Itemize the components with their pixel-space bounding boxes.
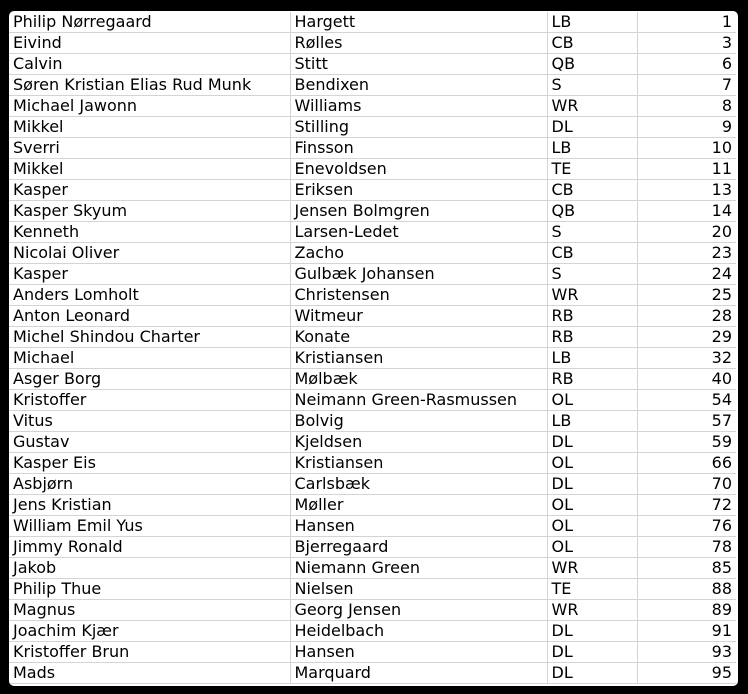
- first-name-cell[interactable]: Michael: [9, 348, 290, 369]
- first-name-cell[interactable]: Anders Lomholt: [9, 285, 290, 306]
- last-name-cell[interactable]: Bendixen: [290, 75, 547, 96]
- jersey-number-cell[interactable]: 24: [637, 264, 736, 285]
- position-cell[interactable]: TE: [547, 159, 637, 180]
- last-name-cell[interactable]: Jensen Bolmgren: [290, 201, 547, 222]
- jersey-number-cell[interactable]: 91: [637, 621, 736, 642]
- position-cell[interactable]: TE: [547, 579, 637, 600]
- jersey-number-cell[interactable]: 88: [637, 579, 736, 600]
- last-name-cell[interactable]: Kristiansen: [290, 453, 547, 474]
- last-name-cell[interactable]: Carlsbæk: [290, 474, 547, 495]
- table-row: [9, 264, 736, 285]
- first-name-cell[interactable]: Anton Leonard: [9, 306, 290, 327]
- table-row: [9, 180, 736, 201]
- table-row: [9, 201, 736, 222]
- first-name-cell[interactable]: Kenneth: [9, 222, 290, 243]
- first-name-cell[interactable]: Michel Shindou Charter: [9, 327, 290, 348]
- table-row: [9, 642, 736, 663]
- last-name-cell[interactable]: Marquard: [290, 663, 547, 684]
- first-name-cell[interactable]: Kristoffer Brun: [9, 642, 290, 663]
- table-row: [9, 390, 736, 411]
- last-name-cell[interactable]: Gulbæk Johansen: [290, 264, 547, 285]
- position-cell[interactable]: WR: [547, 285, 637, 306]
- position-cell[interactable]: QB: [547, 54, 637, 75]
- last-name-cell[interactable]: Georg Jensen: [290, 600, 547, 621]
- roster-sheet: [9, 11, 738, 686]
- table-row: [9, 75, 736, 96]
- first-name-cell[interactable]: Mads: [9, 663, 290, 684]
- jersey-number-cell[interactable]: 76: [637, 516, 736, 537]
- position-cell[interactable]: DL: [547, 642, 637, 663]
- jersey-number-cell[interactable]: 32: [637, 348, 736, 369]
- position-cell[interactable]: OL: [547, 390, 637, 411]
- last-name-cell[interactable]: Bjerregaard: [290, 537, 547, 558]
- position-cell[interactable]: CB: [547, 180, 637, 201]
- table-row: [9, 243, 736, 264]
- roster-table: [9, 12, 736, 684]
- table-row: [9, 54, 736, 75]
- position-cell[interactable]: OL: [547, 453, 637, 474]
- jersey-number-cell[interactable]: 20: [637, 222, 736, 243]
- last-name-cell[interactable]: Eriksen: [290, 180, 547, 201]
- first-name-cell[interactable]: Kristoffer: [9, 390, 290, 411]
- first-name-cell[interactable]: Gustav: [9, 432, 290, 453]
- jersey-number-cell[interactable]: 1: [637, 12, 736, 33]
- position-cell[interactable]: S: [547, 222, 637, 243]
- jersey-number-cell[interactable]: 66: [637, 453, 736, 474]
- first-name-cell[interactable]: Jakob: [9, 558, 290, 579]
- position-cell[interactable]: S: [547, 264, 637, 285]
- last-name-cell[interactable]: Hansen: [290, 516, 547, 537]
- table-row: [9, 453, 736, 474]
- jersey-number-cell[interactable]: 8: [637, 96, 736, 117]
- position-cell[interactable]: LB: [547, 12, 637, 33]
- first-name-cell[interactable]: Philip Thue: [9, 579, 290, 600]
- last-name-cell[interactable]: Mølbæk: [290, 369, 547, 390]
- position-cell[interactable]: CB: [547, 243, 637, 264]
- position-cell[interactable]: OL: [547, 537, 637, 558]
- jersey-number-cell[interactable]: 40: [637, 369, 736, 390]
- jersey-number-cell[interactable]: 57: [637, 411, 736, 432]
- position-cell[interactable]: OL: [547, 516, 637, 537]
- last-name-cell[interactable]: Larsen-Ledet: [290, 222, 547, 243]
- last-name-cell[interactable]: Konate: [290, 327, 547, 348]
- first-name-cell[interactable]: Kasper: [9, 264, 290, 285]
- first-name-cell[interactable]: Calvin: [9, 54, 290, 75]
- jersey-number-cell[interactable]: 54: [637, 390, 736, 411]
- first-name-cell[interactable]: Søren Kristian Elias Rud Munk: [9, 75, 290, 96]
- last-name-cell[interactable]: Stitt: [290, 54, 547, 75]
- last-name-cell[interactable]: Nielsen: [290, 579, 547, 600]
- position-cell[interactable]: RB: [547, 369, 637, 390]
- first-name-cell[interactable]: Mikkel: [9, 117, 290, 138]
- table-row: [9, 306, 736, 327]
- jersey-number-cell[interactable]: 95: [637, 663, 736, 684]
- last-name-cell[interactable]: Rølles: [290, 33, 547, 54]
- last-name-cell[interactable]: Hargett: [290, 12, 547, 33]
- jersey-number-cell[interactable]: 25: [637, 285, 736, 306]
- table-row: [9, 474, 736, 495]
- last-name-cell[interactable]: Christensen: [290, 285, 547, 306]
- first-name-cell[interactable]: Nicolai Oliver: [9, 243, 290, 264]
- jersey-number-cell[interactable]: 28: [637, 306, 736, 327]
- position-cell[interactable]: S: [547, 75, 637, 96]
- position-cell[interactable]: RB: [547, 306, 637, 327]
- jersey-number-cell[interactable]: 85: [637, 558, 736, 579]
- position-cell[interactable]: RB: [547, 327, 637, 348]
- jersey-number-cell[interactable]: 59: [637, 432, 736, 453]
- position-cell[interactable]: LB: [547, 411, 637, 432]
- last-name-cell[interactable]: Heidelbach: [290, 621, 547, 642]
- jersey-number-cell[interactable]: 29: [637, 327, 736, 348]
- table-row: [9, 579, 736, 600]
- first-name-cell[interactable]: Asbjørn: [9, 474, 290, 495]
- table-row: [9, 516, 736, 537]
- jersey-number-cell[interactable]: 72: [637, 495, 736, 516]
- table-row: [9, 33, 736, 54]
- table-row: [9, 663, 736, 684]
- position-cell[interactable]: WR: [547, 96, 637, 117]
- first-name-cell[interactable]: Vitus: [9, 411, 290, 432]
- first-name-cell[interactable]: Sverri: [9, 138, 290, 159]
- table-row: [9, 348, 736, 369]
- jersey-number-cell[interactable]: 13: [637, 180, 736, 201]
- position-cell[interactable]: OL: [547, 495, 637, 516]
- first-name-cell[interactable]: Kasper Skyum: [9, 201, 290, 222]
- jersey-number-cell[interactable]: 70: [637, 474, 736, 495]
- first-name-cell[interactable]: Philip Nørregaard: [9, 12, 290, 33]
- table-row: [9, 138, 736, 159]
- jersey-number-cell[interactable]: 3: [637, 33, 736, 54]
- table-row: [9, 600, 736, 621]
- last-name-cell[interactable]: Neimann Green-Rasmussen: [290, 390, 547, 411]
- table-row: [9, 558, 736, 579]
- first-name-cell[interactable]: Kasper Eis: [9, 453, 290, 474]
- table-row: [9, 117, 736, 138]
- jersey-number-cell[interactable]: 6: [637, 54, 736, 75]
- position-cell[interactable]: CB: [547, 33, 637, 54]
- table-row: [9, 159, 736, 180]
- first-name-cell[interactable]: Asger Borg: [9, 369, 290, 390]
- jersey-number-cell[interactable]: 23: [637, 243, 736, 264]
- jersey-number-cell[interactable]: 7: [637, 75, 736, 96]
- position-cell[interactable]: LB: [547, 348, 637, 369]
- jersey-number-cell[interactable]: 89: [637, 600, 736, 621]
- last-name-cell[interactable]: Enevoldsen: [290, 159, 547, 180]
- first-name-cell[interactable]: Jimmy Ronald: [9, 537, 290, 558]
- last-name-cell[interactable]: Møller: [290, 495, 547, 516]
- table-row: [9, 369, 736, 390]
- position-cell[interactable]: WR: [547, 600, 637, 621]
- table-row: [9, 432, 736, 453]
- first-name-cell[interactable]: Magnus: [9, 600, 290, 621]
- position-cell[interactable]: DL: [547, 474, 637, 495]
- first-name-cell[interactable]: Eivind: [9, 33, 290, 54]
- jersey-number-cell[interactable]: 14: [637, 201, 736, 222]
- table-row: [9, 495, 736, 516]
- last-name-cell[interactable]: Finsson: [290, 138, 547, 159]
- last-name-cell[interactable]: Williams: [290, 96, 547, 117]
- table-row: [9, 621, 736, 642]
- jersey-number-cell[interactable]: 78: [637, 537, 736, 558]
- position-cell[interactable]: LB: [547, 138, 637, 159]
- first-name-cell[interactable]: Joachim Kjær: [9, 621, 290, 642]
- position-cell[interactable]: DL: [547, 117, 637, 138]
- position-cell[interactable]: DL: [547, 432, 637, 453]
- last-name-cell[interactable]: Hansen: [290, 642, 547, 663]
- first-name-cell[interactable]: William Emil Yus: [9, 516, 290, 537]
- position-cell[interactable]: DL: [547, 663, 637, 684]
- last-name-cell[interactable]: Kristiansen: [290, 348, 547, 369]
- position-cell[interactable]: QB: [547, 201, 637, 222]
- position-cell[interactable]: WR: [547, 558, 637, 579]
- table-row: [9, 96, 736, 117]
- table-row: [9, 411, 736, 432]
- jersey-number-cell[interactable]: 10: [637, 138, 736, 159]
- last-name-cell[interactable]: Niemann Green: [290, 558, 547, 579]
- first-name-cell[interactable]: Kasper: [9, 180, 290, 201]
- roster-table-body: [9, 12, 736, 684]
- first-name-cell[interactable]: Jens Kristian: [9, 495, 290, 516]
- last-name-cell[interactable]: Zacho: [290, 243, 547, 264]
- table-row: [9, 537, 736, 558]
- table-row: [9, 12, 736, 33]
- table-row: [9, 285, 736, 306]
- jersey-number-cell[interactable]: 9: [637, 117, 736, 138]
- jersey-number-cell[interactable]: 93: [637, 642, 736, 663]
- first-name-cell[interactable]: Michael Jawonn: [9, 96, 290, 117]
- last-name-cell[interactable]: Bolvig: [290, 411, 547, 432]
- table-row: [9, 222, 736, 243]
- table-row: [9, 327, 736, 348]
- last-name-cell[interactable]: Kjeldsen: [290, 432, 547, 453]
- last-name-cell[interactable]: Stilling: [290, 117, 547, 138]
- position-cell[interactable]: DL: [547, 621, 637, 642]
- first-name-cell[interactable]: Mikkel: [9, 159, 290, 180]
- jersey-number-cell[interactable]: 11: [637, 159, 736, 180]
- last-name-cell[interactable]: Witmeur: [290, 306, 547, 327]
